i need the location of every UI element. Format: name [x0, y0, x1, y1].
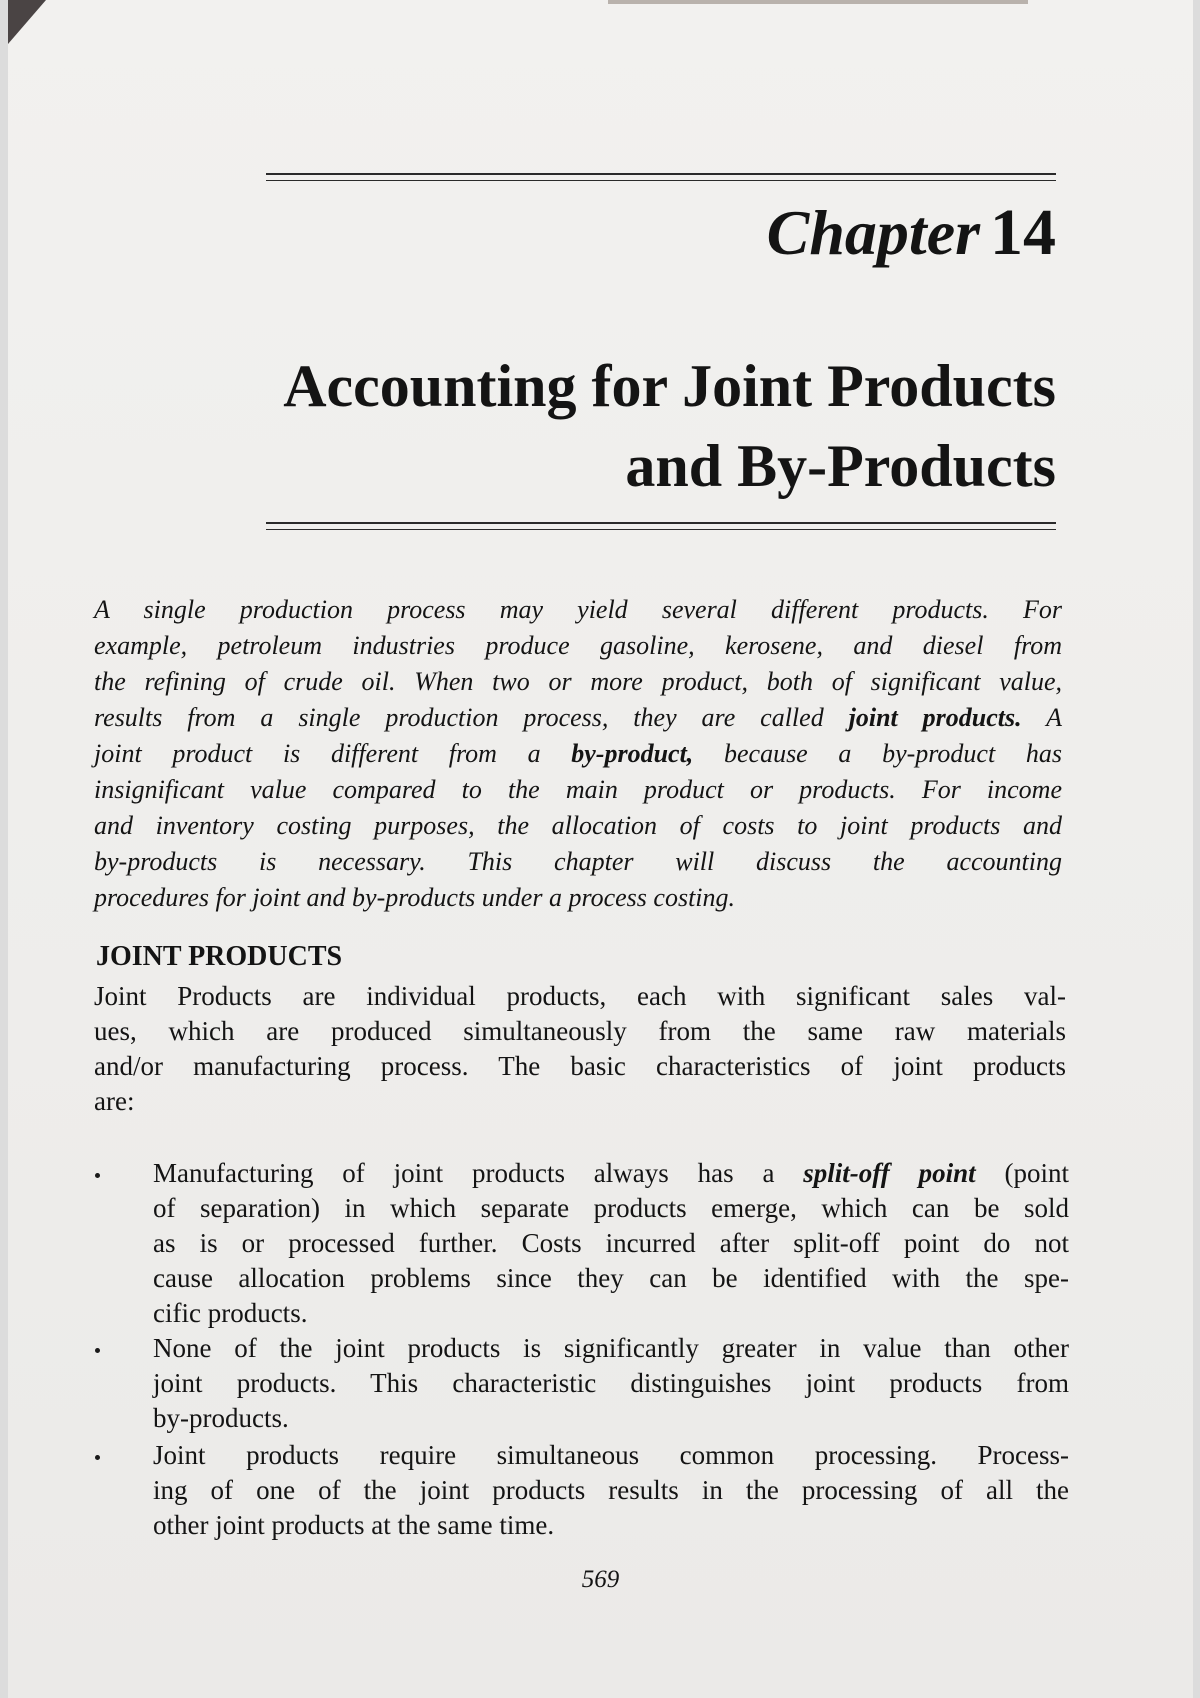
chapter-number: 14 — [990, 196, 1056, 269]
intro-line: A single production process may yield several different products. For — [94, 595, 1062, 624]
bullet-item — [153, 1156, 1069, 1331]
term-by-product: by-product, — [571, 739, 694, 768]
intro-line: the refining of crude oil. When two or more product, both of significant value, — [94, 667, 1062, 696]
intro-line: procedures for joint and by-products under a process costing. — [94, 883, 736, 912]
body-line: are: — [94, 1086, 135, 1116]
bullet-line: ing of one of the joint products results in the processing of all the — [153, 1475, 1069, 1505]
page-top-edge — [608, 0, 1028, 4]
bullet-line: joint products. This characteristic distinguishes joint products from — [153, 1368, 1069, 1398]
book-page — [8, 0, 1193, 1698]
term-joint-products: joint products. — [848, 703, 1022, 732]
bullet-marker — [95, 1455, 100, 1460]
bullet-line: other joint products at the same time. — [153, 1510, 555, 1540]
bullet-marker — [95, 1173, 100, 1178]
section-heading: JOINT PRODUCTS — [96, 941, 343, 972]
bullet-line: None of the joint products is significantly greater in value than other — [153, 1333, 1069, 1363]
bullet-line: Manufacturing of joint products always has a split-off point (point — [153, 1158, 1069, 1188]
chapter-word: Chapter — [766, 197, 980, 268]
intro-paragraph — [94, 592, 1062, 916]
bullet-item — [153, 1331, 1069, 1436]
page-number: 569 — [581, 1566, 620, 1593]
intro-line: joint product is different from a by-product, because a by-product has — [94, 739, 1062, 768]
intro-line: results from a single production process, they are called joint products. A — [94, 703, 1062, 732]
body-line: ues, which are produced simultaneously from the same raw materials — [94, 1016, 1066, 1046]
chapter-label — [766, 196, 1056, 269]
chapter-title-line-2: and By-Products — [625, 433, 1056, 499]
bullet-line: by-products. — [153, 1403, 289, 1433]
chapter-title-line-1: Accounting for Joint Products — [283, 353, 1056, 419]
body-line: and/or manufacturing process. The basic characteristics of joint products — [94, 1051, 1066, 1081]
body-line: Joint Products are individual products, each with significant sales val- — [94, 981, 1066, 1011]
page-corner-shadow — [8, 0, 46, 44]
top-rule-upper — [266, 173, 1056, 175]
bullet-line: Joint products require simultaneous common processing. Process- — [153, 1440, 1069, 1470]
term-split-off-point: split-off point — [803, 1158, 976, 1188]
intro-line: example, petroleum industries produce gasoline, kerosene, and diesel from — [94, 631, 1062, 660]
bullet-marker — [95, 1348, 100, 1353]
section-paragraph — [94, 979, 1066, 1119]
intro-line: and inventory costing purposes, the allocation of costs to joint products and — [94, 811, 1062, 840]
bullet-line: cause allocation problems since they can be identified with the spe- — [153, 1263, 1069, 1293]
bullet-line: cific products. — [153, 1298, 308, 1328]
intro-line: by-products is necessary. This chapter will discuss the accounting — [94, 847, 1062, 876]
bullet-item — [153, 1438, 1069, 1543]
bottom-rule-lower — [266, 529, 1056, 530]
bottom-rule-upper — [266, 522, 1056, 524]
top-rule-lower — [266, 180, 1056, 181]
bullet-line: of separation) in which separate products emerge, which can be sold — [153, 1193, 1069, 1223]
bullet-line: as is or processed further. Costs incurred after split-off point do not — [153, 1228, 1069, 1258]
intro-line: insignificant value compared to the main product or products. For income — [94, 775, 1062, 804]
